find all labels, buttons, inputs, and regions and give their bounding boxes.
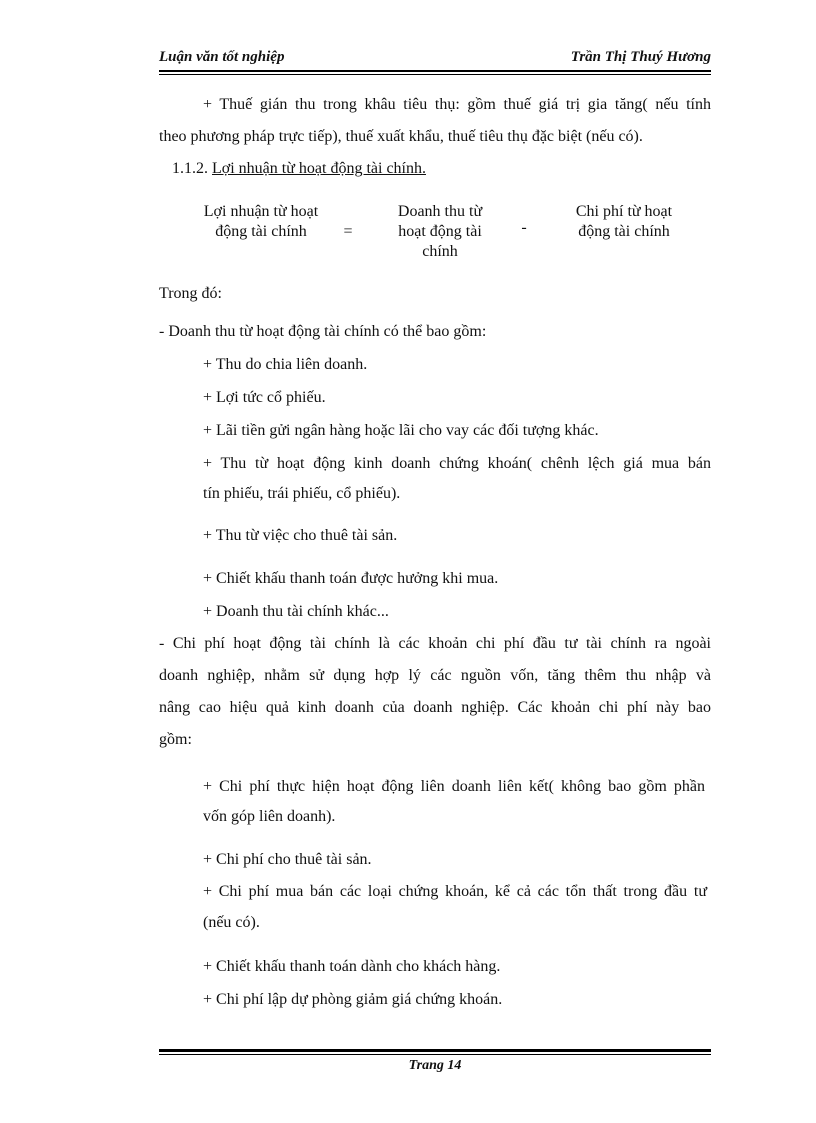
cost-item-2: + Chi phí cho thuê tài sản. — [203, 851, 372, 868]
revenue-item-2: + Lợi tức cổ phiếu. — [203, 389, 326, 406]
formula-equals-sign: = — [343, 223, 353, 240]
revenue-item-6: + Chiết khấu thanh toán được hưởng khi mua. — [203, 570, 499, 587]
section-title: Lợi nhuận từ hoạt động tài chính. — [212, 160, 426, 177]
footer-rule-thick — [159, 1049, 711, 1052]
section-number: 1.1.2. — [172, 160, 208, 177]
formula-term-revenue-line-2: hoạt động tài — [398, 223, 482, 240]
revenue-item-7: + Doanh thu tài chính khác... — [203, 603, 389, 620]
cost-item-3-line-1: + Chi phí mua bán các loại chứng khoán, kể cả các tổn thất trong đầu tư — [203, 883, 707, 900]
revenue-item-5: + Thu từ việc cho thuê tài sản. — [203, 527, 398, 544]
header-thesis-title: Luận văn tốt nghiệp — [159, 49, 285, 65]
revenue-item-3: + Lãi tiền gửi ngân hàng hoặc lãi cho vay các đối tượng khác. — [203, 422, 599, 439]
header-rule-thin — [159, 74, 711, 75]
header-author-name: Trần Thị Thuý Hương — [570, 49, 711, 65]
tax-paragraph-line-2: theo phương pháp trực tiếp), thuế xuất khẩu, thuế tiêu thụ đặc biệt (nếu có). — [159, 128, 643, 145]
formula-term-profit-line-2: động tài chính — [215, 223, 307, 240]
formula-term-revenue-line-1: Doanh thu từ — [397, 203, 483, 220]
cost-item-1-line-2: vốn góp liên doanh). — [203, 808, 336, 825]
cost-item-4: + Chiết khấu thanh toán dành cho khách hàng. — [203, 958, 501, 975]
revenue-item-4-line-1: + Thu từ hoạt động kinh doanh chứng khoán( chênh lệch giá mua bán — [203, 455, 711, 472]
formula-term-cost — [552, 202, 696, 242]
cost-intro-line-3: nâng cao hiệu quả kinh doanh của doanh nghiệp. Các khoản chi phí này bao — [159, 699, 711, 716]
footer-rule-thin — [159, 1054, 711, 1055]
page-header — [159, 49, 711, 69]
cost-item-1-line-1: + Chi phí thực hiện hoạt động liên doanh liên kết( không bao gồm phần — [203, 778, 705, 795]
cost-intro-line-2: doanh nghiệp, nhằm sử dụng hợp lý các nguồn vốn, tăng thêm thu nhập và — [159, 667, 711, 684]
cost-intro-line-1: - Chi phí hoạt động tài chính là các khoản chi phí đầu tư tài chính ra ngoài — [159, 635, 711, 652]
cost-item-5: + Chi phí lập dự phòng giảm giá chứng khoán. — [203, 991, 503, 1008]
formula-term-profit — [181, 202, 341, 242]
section-heading — [172, 159, 426, 179]
revenue-intro: - Doanh thu từ hoạt động tài chính có thể bao gồm: — [159, 323, 487, 340]
formula-term-profit-line-1: Lợi nhuận từ hoạt — [203, 203, 319, 220]
cost-item-3-line-2: (nếu có). — [203, 914, 260, 931]
formula-minus-sign: - — [521, 219, 527, 236]
formula-term-revenue — [372, 202, 508, 262]
page-number: Trang 14 — [408, 1058, 462, 1073]
revenue-item-1: + Thu do chia liên doanh. — [203, 356, 368, 373]
revenue-item-4-line-2: tín phiếu, trái phiếu, cổ phiếu). — [203, 485, 401, 502]
cost-intro-line-4: gồm: — [159, 731, 192, 748]
trong-do-label: Trong đó: — [159, 285, 222, 302]
header-rule-thick — [159, 70, 711, 72]
formula-term-cost-line-1: Chi phí từ hoạt — [575, 203, 673, 220]
tax-paragraph-line-1: + Thuế gián thu trong khâu tiêu thụ: gồm thuế giá trị gia tăng( nếu tính — [203, 96, 711, 113]
formula-term-revenue-line-3: chính — [422, 243, 458, 260]
formula-term-cost-line-2: động tài chính — [578, 223, 670, 240]
